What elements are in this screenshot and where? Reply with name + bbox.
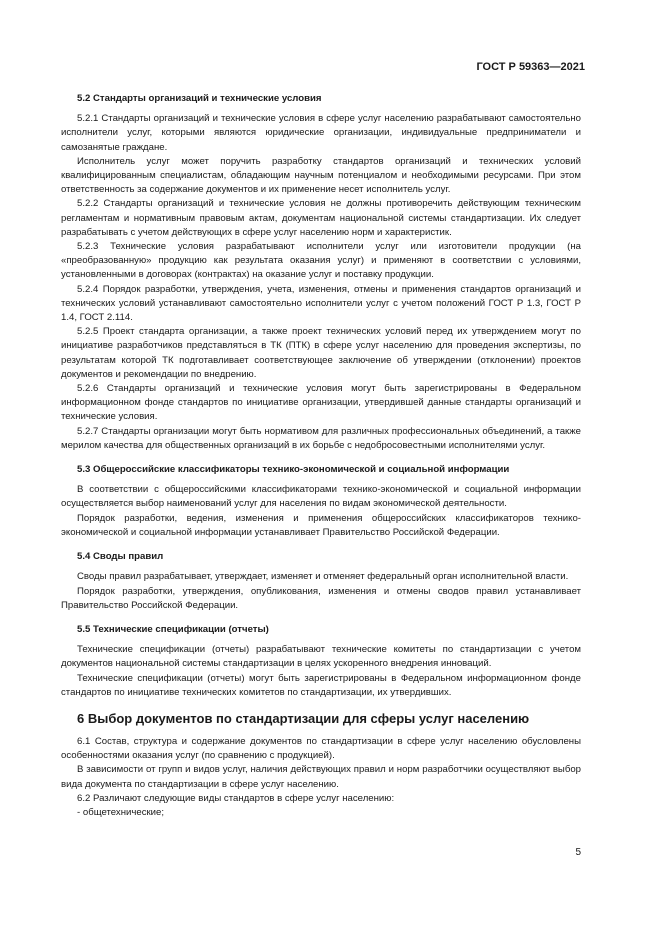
document-body [61,92,581,820]
section-heading-6: 6 Выбор документов по стандартизации для сферы услуг населению [77,710,530,726]
section-heading-5-5: 5.5 Технические спецификации (отчеты) [77,623,269,635]
paragraph: 5.2.2 Стандарты организаций и технические условия не должны противоречить действующим техническим регламентам и нормативным правовым актам, документам национальной системы стандартизации. Их следует разрабатывать с учетом действующих в сфере услуг населению норм и характеристик. [61,198,581,238]
paragraph: 5.2.4 Порядок разработки, утверждения, учета, изменения, отмены и применения стандартов организаций и технических условий устанавливают самостоятельно исполнители услуг с учетом положений ГОСТ Р 1.3, ГОСТ Р 1.4, ГОСТ 2.114. [61,283,581,324]
paragraph: Порядок разработки, утверждения, опубликования, изменения и отмены сводов правил устанавливает Правительство Российской Федерации. [61,585,581,611]
list-item: - общетехнические; [77,806,165,818]
paragraph: 6.1 Состав, структура и содержание документов по стандартизации в сфере услуг населению обусловлены особенностями оказания услуг (по сравнению с продукцией). [61,735,581,762]
paragraph: Технические спецификации (отчеты) могут быть зарегистрированы в Федеральном информационном фонде стандартов по инициативе технических комитетов по стандартизации, их утвердивших. [61,672,581,698]
paragraph: В соответствии с общероссийскими классификаторами технико-экономической и социальной информации осуществляется выбор наименований услуг для населения по видам экономической деятельности. [61,484,581,510]
paragraph: 5.2.7 Стандарты организации могут быть нормативом для различных профессиональных объединений, а также мерилом качества для общественных организаций в их борьбе с недобросовестными исполнителями услуг. [61,425,581,451]
section-heading-5-4: 5.4 Своды правил [77,551,164,563]
paragraph: 5.2.5 Проект стандарта организации, а также проект технических условий перед их утверждением могут по инициативе разработчиков представляться в ТК (ПТК) в сфере услуг населению для проведения экспертизы, по результатам которой ТК подготавливает соответствующее заключение об утверждении (отклонении) проектов документов и рекомендации по внедрению. [61,326,581,380]
section-heading-5-2: 5.2 Стандарты организаций и технические условия [77,93,322,104]
page-number: 5 [575,847,581,858]
standard-code: ГОСТ Р 59363—2021 [476,61,585,73]
spacer [61,453,581,463]
paragraph: В зависимости от групп и видов услуг, наличия действующих правил и норм разработчики осуществляют выбор вида документа по стандартизации в сфере услуг населению. [61,764,581,790]
paragraph: 5.2.3 Технические условия разрабатывают исполнители услуг или изготовители продукции (на «преобразованную» продукцию как результата оказания услуг) и применяют в соответствии с условиями, установленными в договорах (контрактах) на оказание услуг и поставку продукции. [61,241,581,281]
paragraph: Порядок разработки, ведения, изменения и применения общероссийских классификаторов технико-экономической и социальной информации устанавливает Правительство Российской Федерации. [61,512,581,538]
spacer [61,540,581,550]
paragraph: 5.2.6 Стандарты организаций и технические условия могут быть зарегистрированы в Федеральном информационном фонде стандартов по инициативе организации, утвердившей данные стандарты организаций и технические условия. [61,383,581,423]
spacer [61,613,581,623]
paragraph: Своды правил разрабатывает, утверждает, изменяет и отменяет федеральный орган исполнительной власти. [77,571,569,583]
paragraph: 5.2.1 Стандарты организаций и технические условия в сфере услуг населению разрабатывают самостоятельно исполнители услуг, которыми являются юридические организации, индивидуальные предприниматели и самозанятые граждане. [61,113,581,153]
paragraph: 6.2 Различают следующие виды стандартов в сфере услуг населению: [77,792,395,804]
section-heading-5-3: 5.3 Общероссийские классификаторы технико-экономической и социальной информации [77,464,510,476]
paragraph: Исполнитель услуг может поручить разработку стандартов организаций и технических условий квалифицированным специалистам, обладающим научным потенциалом и необходимыми ресурсами. При этом ответственность за содержание документов и их применение несет исполнитель услуг. [61,155,581,196]
paragraph: Технические спецификации (отчеты) разрабатывают технические комитеты по стандартизации с учетом документов национальной системы стандартизации в целях ускоренного внедрения инноваций. [61,644,581,670]
